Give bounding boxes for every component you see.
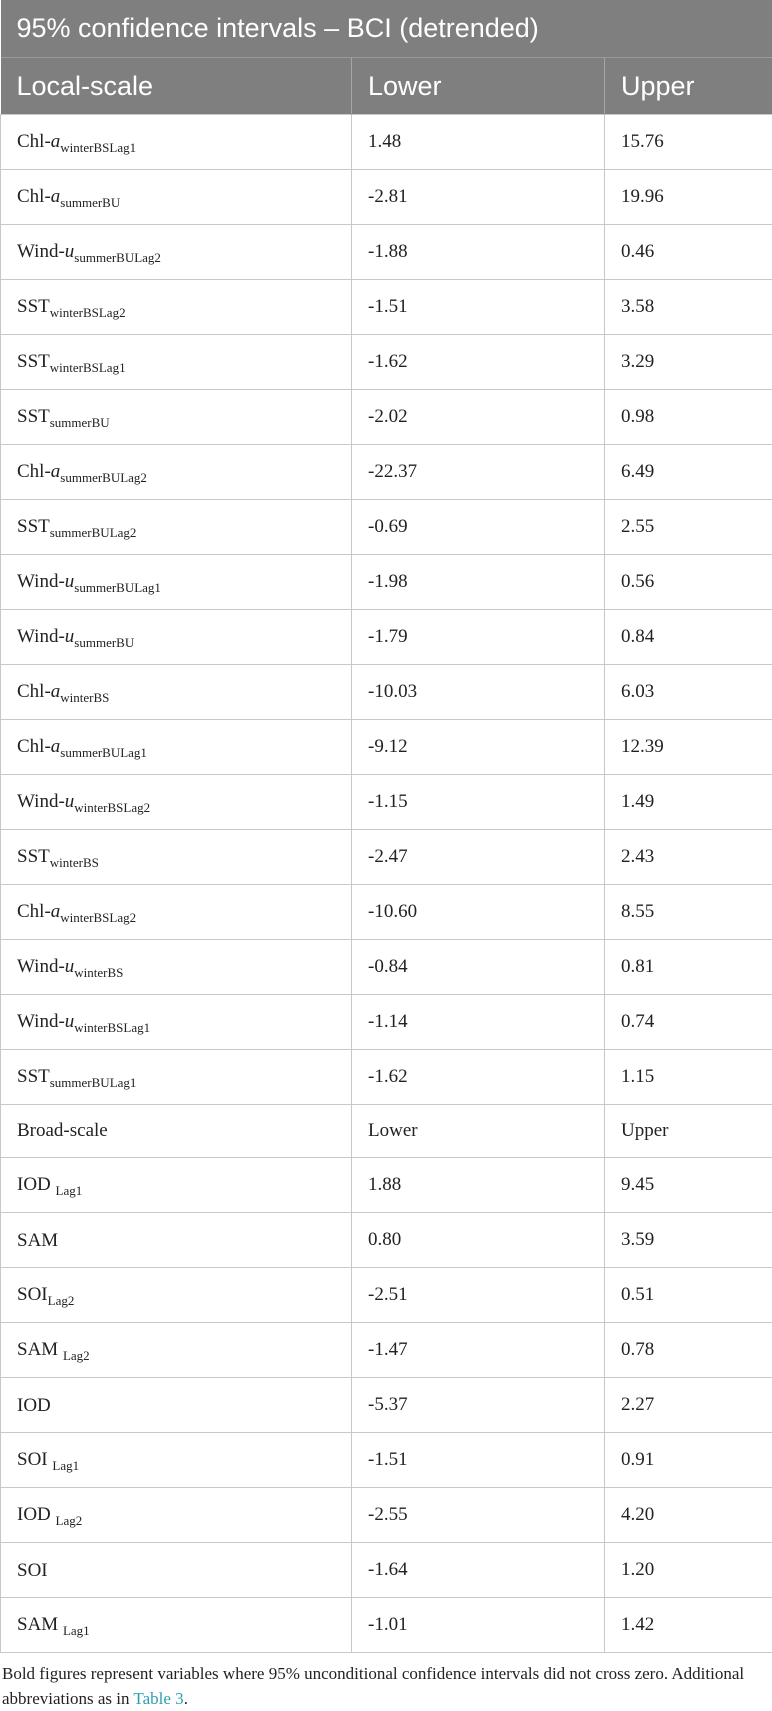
- upper-cell: 12.39: [605, 720, 772, 775]
- variable-base: SAM: [17, 1230, 58, 1251]
- variable-cell: [1, 720, 352, 775]
- variable-subscript: Lag1: [63, 1623, 90, 1638]
- upper-cell: 0.51: [605, 1268, 772, 1323]
- variable-base: Chl-: [17, 681, 51, 702]
- variable-base: Wind-: [17, 626, 65, 647]
- variable-cell: [1, 885, 352, 940]
- variable-subscript: Lag2: [48, 1293, 75, 1308]
- variable-cell: [1, 775, 352, 830]
- upper-cell: 2.27: [605, 1378, 772, 1433]
- upper-cell: 0.46: [605, 225, 772, 280]
- table-row: [1, 390, 772, 445]
- lower-cell: -10.60: [352, 885, 605, 940]
- variable-subscript: summerBULag2: [60, 470, 147, 485]
- variable-base: Chl-: [17, 186, 51, 207]
- variable-symbol: u: [65, 791, 75, 812]
- variable-subscript: Lag2: [56, 1513, 83, 1528]
- variable-symbol: a: [51, 681, 61, 702]
- variable-base: SST: [17, 846, 50, 867]
- upper-cell: 0.91: [605, 1433, 772, 1488]
- table-row: [1, 1213, 772, 1268]
- table-row: [1, 555, 772, 610]
- upper-cell: 8.55: [605, 885, 772, 940]
- variable-symbol: a: [51, 901, 61, 922]
- upper-cell: 6.03: [605, 665, 772, 720]
- variable-base: SST: [17, 1066, 50, 1087]
- broad-upper-label: Upper: [605, 1105, 772, 1158]
- table-row: [1, 1158, 772, 1213]
- table-row: [1, 1543, 772, 1598]
- variable-cell: [1, 280, 352, 335]
- table-row: [1, 335, 772, 390]
- variable-cell: [1, 115, 352, 170]
- lower-cell: -0.84: [352, 940, 605, 995]
- variable-cell: [1, 830, 352, 885]
- variable-subscript: winterBSLag2: [74, 800, 150, 815]
- variable-symbol: a: [51, 131, 61, 152]
- upper-cell: 15.76: [605, 115, 772, 170]
- lower-cell: -1.79: [352, 610, 605, 665]
- lower-cell: -1.14: [352, 995, 605, 1050]
- variable-cell: [1, 225, 352, 280]
- upper-cell: 1.49: [605, 775, 772, 830]
- lower-cell: -1.62: [352, 335, 605, 390]
- variable-cell: [1, 555, 352, 610]
- upper-cell: 19.96: [605, 170, 772, 225]
- table-footnote: [0, 1653, 772, 1711]
- lower-cell: -1.51: [352, 1433, 605, 1488]
- variable-subscript: summerBU: [50, 415, 110, 430]
- table-row: [1, 720, 772, 775]
- variable-subscript: winterBSLag1: [60, 140, 136, 155]
- variable-base: Wind-: [17, 571, 65, 592]
- variable-cell: [1, 390, 352, 445]
- variable-subscript: winterBSLag1: [50, 360, 126, 375]
- upper-cell: 6.49: [605, 445, 772, 500]
- variable-subscript: summerBULag1: [60, 745, 147, 760]
- variable-base: Wind-: [17, 1011, 65, 1032]
- upper-cell: 0.56: [605, 555, 772, 610]
- lower-cell: 1.48: [352, 115, 605, 170]
- upper-cell: 4.20: [605, 1488, 772, 1543]
- variable-symbol: u: [65, 626, 75, 647]
- variable-subscript: Lag1: [52, 1458, 79, 1473]
- lower-cell: -2.02: [352, 390, 605, 445]
- variable-cell: [1, 1323, 352, 1378]
- variable-cell: [1, 500, 352, 555]
- variable-cell: [1, 995, 352, 1050]
- upper-cell: 0.74: [605, 995, 772, 1050]
- variable-symbol: u: [65, 571, 75, 592]
- table-row: [1, 1268, 772, 1323]
- variable-base: Chl-: [17, 901, 51, 922]
- upper-cell: 9.45: [605, 1158, 772, 1213]
- variable-cell: [1, 1268, 352, 1323]
- table-row: [1, 1598, 772, 1653]
- broad-scale-header-row: [1, 1105, 772, 1158]
- lower-cell: -1.15: [352, 775, 605, 830]
- variable-symbol: u: [65, 1011, 75, 1032]
- lower-cell: -1.47: [352, 1323, 605, 1378]
- variable-base: SAM: [17, 1339, 63, 1360]
- upper-cell: 0.78: [605, 1323, 772, 1378]
- column-header-upper: Upper: [605, 58, 772, 115]
- variable-base: Chl-: [17, 131, 51, 152]
- variable-base: SOI: [17, 1449, 52, 1470]
- footnote-table-link[interactable]: Table 3: [133, 1689, 183, 1708]
- variable-cell: [1, 1543, 352, 1598]
- variable-subscript: winterBSLag1: [74, 1020, 150, 1035]
- upper-cell: 1.42: [605, 1598, 772, 1653]
- table-row: [1, 610, 772, 665]
- upper-cell: 0.84: [605, 610, 772, 665]
- upper-cell: 1.15: [605, 1050, 772, 1105]
- lower-cell: -1.01: [352, 1598, 605, 1653]
- table-row: [1, 830, 772, 885]
- variable-base: IOD: [17, 1395, 51, 1416]
- table-row: [1, 1488, 772, 1543]
- variable-base: IOD: [17, 1504, 56, 1525]
- table-row: [1, 1323, 772, 1378]
- variable-subscript: winterBS: [60, 690, 109, 705]
- variable-base: SAM: [17, 1614, 63, 1635]
- variable-subscript: summerBU: [60, 195, 120, 210]
- variable-base: Chl-: [17, 736, 51, 757]
- broad-lower-label: Lower: [352, 1105, 605, 1158]
- variable-base: SOI: [17, 1284, 48, 1305]
- lower-cell: -2.55: [352, 1488, 605, 1543]
- variable-symbol: u: [65, 241, 75, 262]
- lower-cell: -2.51: [352, 1268, 605, 1323]
- variable-base: Wind-: [17, 791, 65, 812]
- lower-cell: 1.88: [352, 1158, 605, 1213]
- lower-cell: -10.03: [352, 665, 605, 720]
- lower-cell: -2.47: [352, 830, 605, 885]
- variable-base: SST: [17, 516, 50, 537]
- lower-cell: -5.37: [352, 1378, 605, 1433]
- variable-cell: [1, 940, 352, 995]
- variable-cell: [1, 665, 352, 720]
- table-row: [1, 940, 772, 995]
- variable-base: IOD: [17, 1174, 56, 1195]
- variable-symbol: a: [51, 461, 61, 482]
- table-row: [1, 170, 772, 225]
- lower-cell: -2.81: [352, 170, 605, 225]
- variable-subscript: winterBS: [74, 965, 123, 980]
- variable-cell: [1, 445, 352, 500]
- table-row: [1, 665, 772, 720]
- lower-cell: -1.62: [352, 1050, 605, 1105]
- table-row: [1, 225, 772, 280]
- lower-cell: -1.64: [352, 1543, 605, 1598]
- variable-symbol: u: [65, 956, 75, 977]
- variable-cell: [1, 1488, 352, 1543]
- variable-subscript: summerBULag2: [74, 250, 161, 265]
- lower-cell: -0.69: [352, 500, 605, 555]
- variable-base: Chl-: [17, 461, 51, 482]
- variable-base: SST: [17, 406, 50, 427]
- lower-cell: -22.37: [352, 445, 605, 500]
- lower-cell: -1.98: [352, 555, 605, 610]
- table-row: [1, 1050, 772, 1105]
- table-row: [1, 775, 772, 830]
- upper-cell: 3.58: [605, 280, 772, 335]
- lower-cell: -9.12: [352, 720, 605, 775]
- table-row: [1, 500, 772, 555]
- upper-cell: 3.59: [605, 1213, 772, 1268]
- variable-cell: [1, 1378, 352, 1433]
- variable-base: Wind-: [17, 956, 65, 977]
- variable-cell: [1, 1050, 352, 1105]
- variable-symbol: a: [51, 736, 61, 757]
- footnote-end: .: [184, 1689, 188, 1708]
- table-title: 95% confidence intervals – BCI (detrended): [1, 0, 772, 58]
- table-row: [1, 995, 772, 1050]
- lower-cell: -1.51: [352, 280, 605, 335]
- lower-cell: -1.88: [352, 225, 605, 280]
- variable-subscript: winterBS: [50, 855, 99, 870]
- variable-cell: [1, 1158, 352, 1213]
- variable-cell: [1, 170, 352, 225]
- broad-scale-label: Broad-scale: [1, 1105, 352, 1158]
- variable-cell: [1, 610, 352, 665]
- variable-subscript: Lag2: [63, 1348, 90, 1363]
- variable-subscript: summerBU: [74, 635, 134, 650]
- table-row: [1, 1378, 772, 1433]
- variable-symbol: a: [51, 186, 61, 207]
- variable-base: SOI: [17, 1560, 48, 1581]
- table-row: [1, 1433, 772, 1488]
- variable-cell: [1, 1598, 352, 1653]
- table-row: [1, 280, 772, 335]
- variable-cell: [1, 335, 352, 390]
- upper-cell: 0.98: [605, 390, 772, 445]
- upper-cell: 3.29: [605, 335, 772, 390]
- variable-base: SST: [17, 296, 50, 317]
- variable-subscript: winterBSLag2: [60, 910, 136, 925]
- lower-cell: 0.80: [352, 1213, 605, 1268]
- variable-cell: [1, 1213, 352, 1268]
- table-row: [1, 445, 772, 500]
- variable-subscript: winterBSLag2: [50, 305, 126, 320]
- upper-cell: 2.55: [605, 500, 772, 555]
- variable-subscript: summerBULag1: [50, 1075, 137, 1090]
- upper-cell: 1.20: [605, 1543, 772, 1598]
- upper-cell: 0.81: [605, 940, 772, 995]
- variable-cell: [1, 1433, 352, 1488]
- column-header-local-scale: Local-scale: [1, 58, 352, 115]
- variable-subscript: Lag1: [56, 1183, 83, 1198]
- variable-subscript: summerBULag1: [74, 580, 161, 595]
- footnote-text: Bold figures represent variables where 95% unconditional confidence intervals did not cross zero. Additional abbreviations as in: [2, 1664, 744, 1708]
- variable-base: Wind-: [17, 241, 65, 262]
- variable-subscript: summerBULag2: [50, 525, 137, 540]
- table-row: [1, 885, 772, 940]
- column-header-lower: Lower: [352, 58, 605, 115]
- variable-base: SST: [17, 351, 50, 372]
- table-row: [1, 115, 772, 170]
- upper-cell: 2.43: [605, 830, 772, 885]
